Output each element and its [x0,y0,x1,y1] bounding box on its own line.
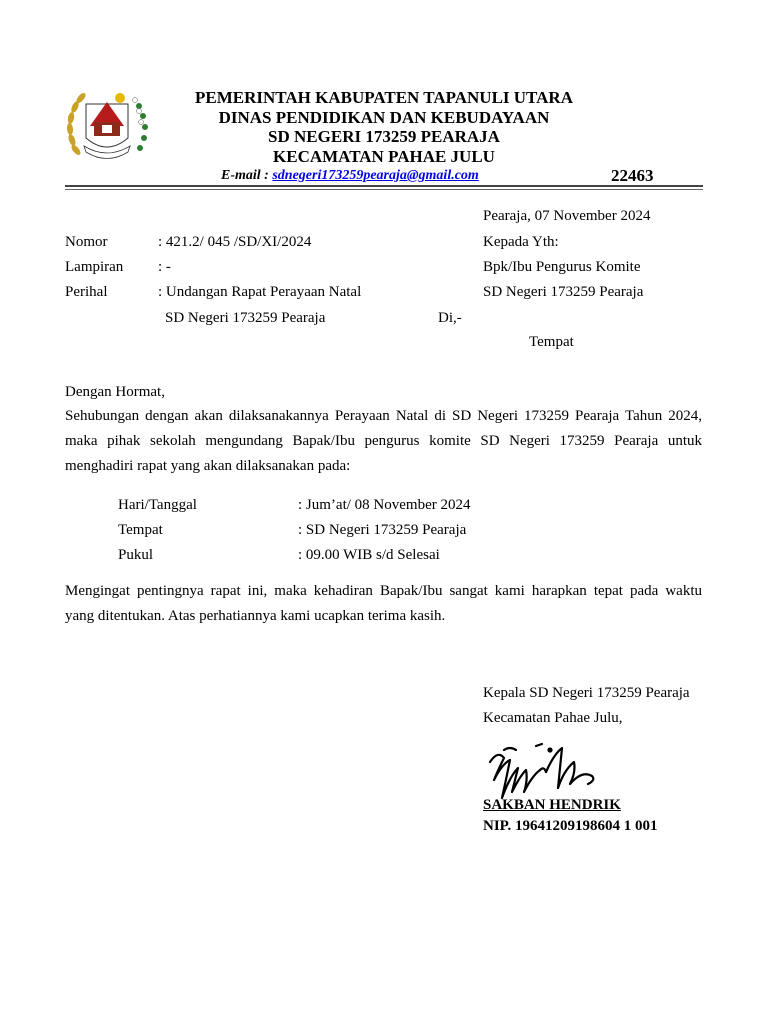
lampiran-label: Lampiran [65,259,124,275]
detail-label-time: Pukul [118,547,154,563]
header-divider-thin [65,189,703,190]
kepada-label: Kepada Yth: [483,234,559,250]
nomor-value: : 421.2/ 045 /SD/XI/2024 [158,234,312,250]
perihal-label: Perihal [65,284,108,300]
greeting: Dengan Hormat, [65,384,165,400]
perihal-value-continued: SD Negeri 173259 Pearaja [165,310,326,326]
paragraph-line: yang ditentukan. Atas perhatiannya kami ucapkan terima kasih. [65,608,446,624]
place-date: Pearaja, 07 November 2024 [483,208,651,224]
email-label: E-mail : [221,168,269,183]
signatory-location: Kecamatan Pahae Julu, [483,710,623,726]
letterhead-line3: SD NEGERI 173259 PEARAJA [268,127,500,146]
paragraph-line: menghadiri rapat yang akan dilaksanakan pada: [65,458,351,474]
email-row [221,168,479,184]
nomor-label: Nomor [65,234,108,250]
email-link[interactable]: sdnegeri173259pearaja@gmail.com [272,168,479,183]
perihal-value: : Undangan Rapat Perayaan Natal [158,284,362,300]
letterhead-line2: DINAS PENDIDIKAN DAN KEBUDAYAAN [218,108,550,127]
paragraph-line: maka pihak sekolah mengundang Bapak/Ibu pengurus komite SD Negeri 173259 Pearaja untuk [65,433,702,449]
lampiran-value: : - [158,259,171,275]
paragraph-invitation [65,404,702,479]
detail-label-place: Tempat [118,522,163,538]
detail-value-date: : Jum’at/ 08 November 2024 [298,497,471,513]
detail-label-date: Hari/Tanggal [118,497,197,513]
paragraph-closing [65,579,702,629]
di-label: Di,- [438,310,462,326]
recipient-line2: SD Negeri 173259 Pearaja [483,284,644,300]
signatory-title: Kepala SD Negeri 173259 Pearaja [483,685,690,701]
tempat-label: Tempat [529,334,574,350]
paragraph-line: Sehubungan dengan akan dilaksanakannya Perayaan Natal di SD Negeri 173259 Pearaja Tahun 2024, [65,408,702,424]
letterhead-line4: KECAMATAN PAHAE JULU [273,147,495,166]
paragraph-line: Mengingat pentingnya rapat ini, maka kehadiran Bapak/Ibu sangat kami harapkan tepat pada waktu [65,583,702,599]
signatory-nip: NIP. 19641209198604 1 001 [483,818,658,834]
letterhead-line1: PEMERINTAH KABUPATEN TAPANULI UTARA [195,88,573,107]
postal-code: 22463 [611,166,654,185]
detail-value-time: : 09.00 WIB s/d Selesai [298,547,440,563]
recipient-line1: Bpk/Ibu Pengurus Komite [483,259,641,275]
signatory-name: SAKBAN HENDRIK [483,797,621,813]
header-divider [65,185,703,187]
detail-value-place: : SD Negeri 173259 Pearaja [298,522,467,538]
